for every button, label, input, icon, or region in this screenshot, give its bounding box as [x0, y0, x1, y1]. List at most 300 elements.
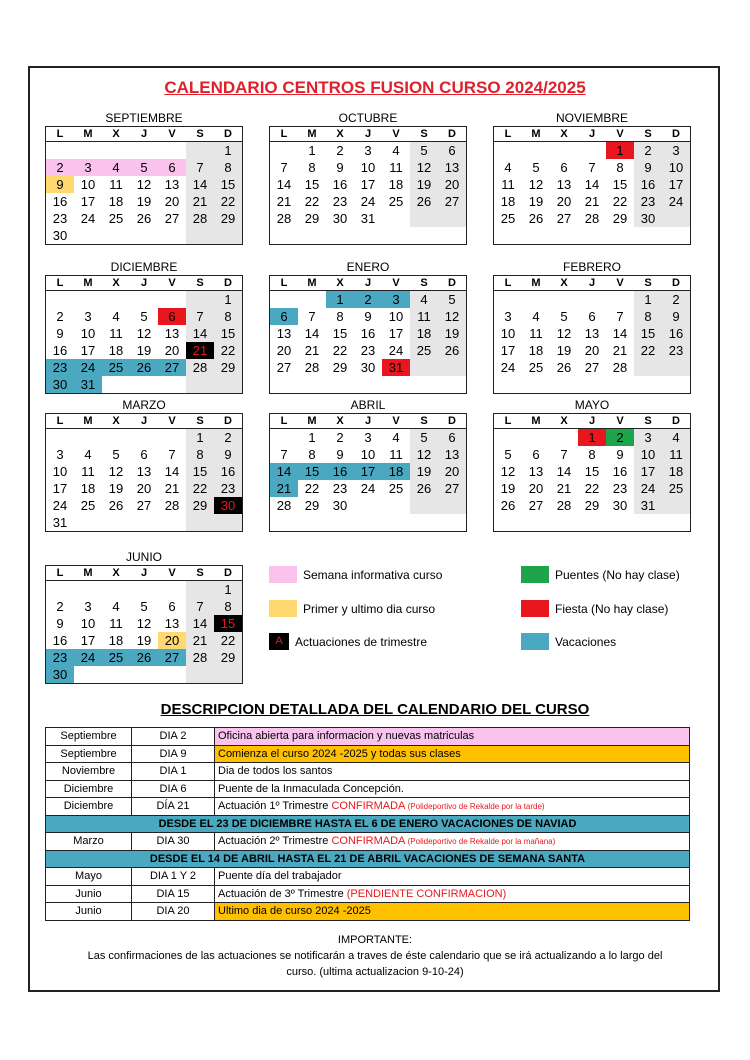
day-cell: 24 — [80, 211, 96, 226]
empty-cell — [130, 514, 158, 531]
day-cell: 27 — [438, 480, 466, 497]
month-octubre — [269, 110, 467, 245]
day-cell: 26 — [438, 342, 466, 359]
day-cell: 10 — [500, 326, 516, 341]
empty-cell — [102, 376, 130, 393]
weekday-header: M — [531, 415, 541, 427]
day-cell: 30 — [332, 498, 348, 513]
empty-cell — [494, 514, 522, 531]
empty-cell — [522, 142, 550, 159]
day-cell: 31 — [382, 359, 410, 376]
day-cell: 24 — [74, 359, 102, 376]
day-cell: 20 — [136, 481, 152, 496]
weekday-header: V — [392, 415, 400, 427]
month-name: JUNIO — [126, 550, 162, 564]
day-cell: 7 — [616, 309, 624, 324]
day-cell: 11 — [501, 177, 515, 192]
weekday-header: D — [448, 128, 456, 140]
day-cell: 8 — [308, 160, 316, 175]
weekday-header: M — [531, 128, 541, 140]
weekday-header: S — [644, 128, 652, 140]
empty-cell — [438, 359, 466, 376]
day-cell: 3 — [364, 430, 372, 445]
day-cell: 11 — [109, 326, 123, 341]
day-cell: 6 — [158, 159, 186, 176]
day-cell: 24 — [360, 481, 376, 496]
vacation-banner: DESDE EL 23 DE DICIEMBRE HASTA EL 6 DE ENERO VACACIONES DE NAVIAD — [46, 815, 690, 833]
empty-cell — [270, 142, 298, 159]
day-cell: 8 — [634, 308, 662, 325]
row-day: DIA 6 — [132, 780, 215, 798]
day-cell: 20 — [158, 632, 186, 649]
day-cell: 17 — [80, 194, 96, 209]
day-cell: 21 — [612, 343, 628, 358]
empty-cell — [494, 429, 522, 446]
empty-cell — [662, 514, 690, 531]
day-cell: 17 — [80, 633, 96, 648]
day-cell: 18 — [80, 481, 96, 496]
day-cell: 16 — [52, 194, 68, 209]
day-cell: 28 — [164, 498, 180, 513]
empty-cell — [102, 429, 130, 446]
weekday-header: J — [140, 277, 148, 289]
day-cell: 19 — [410, 463, 438, 480]
row-month: Septiembre — [46, 728, 132, 746]
day-cell: 19 — [556, 343, 572, 358]
day-cell: 24 — [74, 649, 102, 666]
day-cell: 19 — [500, 481, 516, 496]
day-cell: 22 — [612, 194, 628, 209]
day-cell: 14 — [164, 464, 180, 479]
day-cell: 14 — [186, 176, 214, 193]
day-cell: 14 — [276, 177, 292, 192]
empty-cell — [158, 142, 186, 159]
day-cell: 1 — [308, 143, 316, 158]
day-cell: 27 — [158, 649, 186, 666]
day-cell: 10 — [634, 446, 662, 463]
weekday-header: X — [560, 277, 568, 289]
day-cell: 26 — [410, 480, 438, 497]
day-cell: 11 — [389, 160, 403, 175]
row-description: Comienza el curso 2024 -2025 y todas sus clases — [215, 745, 690, 763]
weekday-header: D — [448, 415, 456, 427]
day-cell: 31 — [634, 497, 662, 514]
row-description: Oficina abierta para informacion y nuevas matriculas — [215, 728, 690, 746]
month-name: DICIEMBRE — [110, 260, 178, 274]
empty-cell — [382, 514, 410, 531]
empty-cell — [578, 514, 606, 531]
weekday-header: L — [56, 567, 64, 579]
empty-cell — [158, 429, 186, 446]
day-cell: 22 — [214, 632, 242, 649]
day-cell: 20 — [276, 343, 292, 358]
day-cell: 9 — [46, 176, 74, 193]
important-line: curso. (ultima actualizacion 9-10-24) — [286, 966, 464, 978]
day-cell: 18 — [500, 194, 516, 209]
month-name: OCTUBRE — [338, 111, 398, 125]
important-note — [0, 932, 750, 980]
day-cell: 21 — [276, 194, 292, 209]
day-cell: 4 — [84, 447, 92, 462]
day-cell: 10 — [360, 447, 376, 462]
day-cell: 3 — [382, 291, 410, 308]
empty-cell — [326, 376, 354, 393]
day-cell: 7 — [280, 160, 288, 175]
empty-cell — [130, 429, 158, 446]
row-day: DIA 2 — [132, 728, 215, 746]
weekday-header: L — [56, 128, 64, 140]
day-cell: 25 — [388, 194, 404, 209]
empty-cell — [354, 376, 382, 393]
day-cell: 18 — [108, 633, 124, 648]
day-cell: 18 — [410, 325, 438, 342]
empty-cell — [550, 514, 578, 531]
empty-cell — [522, 376, 550, 393]
day-cell: 11 — [109, 177, 123, 192]
weekday-header: J — [364, 415, 372, 427]
day-cell: 28 — [556, 498, 572, 513]
day-cell: 26 — [130, 359, 158, 376]
weekday-header: M — [83, 415, 93, 427]
weekday-header: X — [560, 128, 568, 140]
row-month: Diciembre — [46, 780, 132, 798]
table-row — [46, 850, 690, 868]
day-cell: 13 — [136, 464, 152, 479]
day-cell: 17 — [354, 463, 382, 480]
empty-cell — [130, 666, 158, 683]
weekday-header: M — [83, 567, 93, 579]
day-cell: 3 — [74, 159, 102, 176]
empty-cell — [550, 227, 578, 244]
weekday-header: D — [448, 277, 456, 289]
empty-cell — [550, 429, 578, 446]
day-cell: 26 — [556, 360, 572, 375]
empty-cell — [354, 514, 382, 531]
day-cell: 12 — [136, 326, 152, 341]
day-cell: 16 — [52, 343, 68, 358]
empty-cell — [662, 210, 690, 227]
empty-cell — [270, 291, 298, 308]
day-cell: 1 — [326, 291, 354, 308]
empty-cell — [102, 666, 130, 683]
day-cell: 22 — [584, 481, 600, 496]
day-cell: 24 — [360, 194, 376, 209]
day-cell: 6 — [270, 308, 298, 325]
day-cell: 20 — [528, 481, 544, 496]
table-row — [46, 763, 690, 781]
legend-item — [269, 566, 442, 583]
day-cell: 19 — [528, 194, 544, 209]
weekday-header: D — [672, 128, 680, 140]
day-cell: 20 — [438, 176, 466, 193]
day-cell: 4 — [392, 430, 400, 445]
day-cell: 12 — [108, 464, 124, 479]
day-cell: 13 — [164, 177, 180, 192]
month-abril — [269, 397, 467, 532]
day-cell: 27 — [528, 498, 544, 513]
day-cell: 25 — [102, 359, 130, 376]
day-cell: 28 — [186, 359, 214, 376]
day-cell: 17 — [360, 177, 376, 192]
day-cell: 30 — [52, 228, 68, 243]
day-cell: 11 — [81, 464, 95, 479]
day-cell: 31 — [74, 376, 102, 393]
day-cell: 2 — [56, 309, 64, 324]
day-cell: 17 — [500, 343, 516, 358]
weekday-header: V — [168, 415, 176, 427]
row-month: Noviembre — [46, 763, 132, 781]
empty-cell — [270, 227, 298, 244]
empty-cell — [382, 497, 410, 514]
day-cell: 14 — [556, 464, 572, 479]
day-cell: 30 — [214, 497, 242, 514]
day-cell: 5 — [504, 447, 512, 462]
day-cell: 23 — [360, 343, 376, 358]
empty-cell — [438, 210, 466, 227]
empty-cell — [326, 514, 354, 531]
day-cell: 29 — [214, 359, 242, 376]
row-month: Diciembre — [46, 798, 132, 816]
day-cell: 16 — [332, 177, 348, 192]
day-cell: 15 — [584, 464, 600, 479]
day-cell: 11 — [389, 447, 403, 462]
day-cell: 20 — [438, 463, 466, 480]
month-name: ABRIL — [350, 398, 386, 412]
day-cell: 23 — [662, 342, 690, 359]
row-day: DIA 15 — [132, 885, 215, 903]
empty-cell — [158, 514, 186, 531]
day-cell: 21 — [186, 193, 214, 210]
empty-cell — [382, 227, 410, 244]
month-diciembre — [45, 259, 243, 394]
page-title: CALENDARIO CENTROS FUSION CURSO 2024/2025 — [164, 78, 586, 97]
day-cell: 29 — [214, 210, 242, 227]
legend-item — [521, 566, 680, 583]
weekday-header: M — [83, 277, 93, 289]
weekday-header: L — [280, 128, 288, 140]
legend-swatch — [269, 600, 297, 617]
day-cell: 15 — [298, 463, 326, 480]
day-cell: 10 — [360, 160, 376, 175]
day-cell: 19 — [108, 481, 124, 496]
row-month: Septiembre — [46, 745, 132, 763]
day-cell: 15 — [304, 177, 320, 192]
day-cell: 21 — [270, 480, 298, 497]
empty-cell — [298, 227, 326, 244]
day-cell: 14 — [612, 326, 628, 341]
day-cell: 25 — [80, 498, 96, 513]
day-cell: 4 — [532, 309, 540, 324]
day-cell: 15 — [612, 177, 628, 192]
table-row — [46, 885, 690, 903]
day-cell: 28 — [612, 360, 628, 375]
month-junio — [45, 549, 243, 684]
day-cell: 29 — [186, 497, 214, 514]
table-row — [46, 798, 690, 816]
day-cell: 5 — [410, 142, 438, 159]
day-cell: 1 — [308, 430, 316, 445]
day-cell: 14 — [270, 463, 298, 480]
row-month: Marzo — [46, 833, 132, 851]
weekday-header: V — [168, 128, 176, 140]
day-cell: 4 — [662, 429, 690, 446]
empty-cell — [74, 666, 102, 683]
legend-swatch — [521, 633, 549, 650]
weekday-header: D — [224, 277, 232, 289]
weekday-header: L — [56, 277, 64, 289]
table-row — [46, 833, 690, 851]
day-cell: 22 — [186, 480, 214, 497]
weekday-header: V — [392, 128, 400, 140]
weekday-header: D — [224, 567, 232, 579]
day-cell: 22 — [304, 194, 320, 209]
day-cell: 23 — [46, 359, 74, 376]
day-cell: 19 — [136, 633, 152, 648]
weekday-header: S — [420, 277, 428, 289]
day-cell: 6 — [168, 599, 176, 614]
day-cell: 23 — [52, 211, 68, 226]
day-cell: 13 — [556, 177, 572, 192]
day-cell: 31 — [360, 211, 376, 226]
table-row — [46, 745, 690, 763]
weekday-header: S — [196, 415, 204, 427]
day-cell: 18 — [528, 343, 544, 358]
empty-cell — [102, 227, 130, 244]
day-cell: 24 — [662, 193, 690, 210]
empty-cell — [522, 429, 550, 446]
day-cell: 11 — [529, 326, 543, 341]
empty-cell — [158, 666, 186, 683]
empty-cell — [298, 376, 326, 393]
day-cell: 6 — [438, 429, 466, 446]
day-cell: 5 — [112, 447, 120, 462]
day-cell: 15 — [214, 615, 242, 632]
day-cell: 12 — [438, 308, 466, 325]
empty-cell — [186, 666, 214, 683]
empty-cell — [74, 429, 102, 446]
weekday-header: X — [112, 128, 120, 140]
day-cell: 12 — [410, 446, 438, 463]
day-cell: 19 — [410, 176, 438, 193]
day-cell: 2 — [634, 142, 662, 159]
empty-cell — [270, 429, 298, 446]
day-cell: 29 — [304, 211, 320, 226]
day-cell: 29 — [584, 498, 600, 513]
day-cell: 21 — [556, 481, 572, 496]
empty-cell — [46, 429, 74, 446]
row-day: DIA 1 — [132, 763, 215, 781]
day-cell: 18 — [382, 463, 410, 480]
weekday-header: S — [644, 277, 652, 289]
legend-label: Primer y ultimo dia curso — [303, 601, 436, 616]
day-cell: 27 — [556, 211, 572, 226]
day-cell: 4 — [112, 599, 120, 614]
day-cell: 9 — [616, 447, 624, 462]
legend-label: Semana informativa curso — [303, 567, 443, 582]
weekday-header: M — [307, 415, 317, 427]
weekday-header: J — [588, 277, 596, 289]
day-cell: 25 — [388, 481, 404, 496]
empty-cell — [662, 497, 690, 514]
day-cell: 7 — [168, 447, 176, 462]
day-cell: 30 — [634, 210, 662, 227]
weekday-header: X — [336, 128, 344, 140]
row-day: DIA 20 — [132, 903, 215, 921]
empty-cell — [130, 142, 158, 159]
empty-cell — [410, 359, 438, 376]
day-cell: 8 — [186, 446, 214, 463]
empty-cell — [550, 376, 578, 393]
empty-cell — [578, 376, 606, 393]
description-title: DESCRIPCION DETALLADA DEL CALENDARIO DEL CURSO — [160, 701, 590, 718]
day-cell: 3 — [56, 447, 64, 462]
important-title: IMPORTANTE: — [337, 934, 413, 946]
empty-cell — [662, 376, 690, 393]
weekday-header: D — [672, 415, 680, 427]
day-cell: 25 — [102, 649, 130, 666]
day-cell: 29 — [332, 360, 348, 375]
empty-cell — [74, 227, 102, 244]
empty-cell — [606, 291, 634, 308]
day-cell: 9 — [56, 326, 64, 341]
day-cell: 18 — [108, 343, 124, 358]
day-cell: 16 — [52, 633, 68, 648]
weekday-header: X — [336, 415, 344, 427]
day-cell: 19 — [438, 325, 466, 342]
empty-cell — [634, 514, 662, 531]
day-cell: 26 — [410, 193, 438, 210]
weekday-header: S — [196, 567, 204, 579]
weekday-header: V — [616, 277, 624, 289]
day-cell: 22 — [304, 481, 320, 496]
empty-cell — [74, 291, 102, 308]
day-cell: 12 — [556, 326, 572, 341]
day-cell: 2 — [46, 159, 74, 176]
empty-cell — [606, 227, 634, 244]
weekday-header: S — [420, 128, 428, 140]
day-cell: 15 — [214, 176, 242, 193]
day-cell: 6 — [140, 447, 148, 462]
day-cell: 21 — [186, 632, 214, 649]
weekday-header: L — [504, 128, 512, 140]
day-cell: 21 — [186, 342, 214, 359]
day-cell: 14 — [584, 177, 600, 192]
empty-cell — [634, 359, 662, 376]
day-cell: 12 — [136, 177, 152, 192]
day-cell: 20 — [164, 343, 180, 358]
day-cell: 15 — [186, 463, 214, 480]
weekday-header: X — [112, 277, 120, 289]
day-cell: 30 — [46, 666, 74, 683]
weekday-header: M — [307, 277, 317, 289]
empty-cell — [578, 142, 606, 159]
row-day: DIA 9 — [132, 745, 215, 763]
weekday-header: S — [196, 277, 204, 289]
day-cell: 5 — [140, 309, 148, 324]
day-cell: 17 — [80, 343, 96, 358]
day-cell: 8 — [214, 159, 242, 176]
empty-cell — [410, 376, 438, 393]
row-month: Junio — [46, 885, 132, 903]
day-cell: 12 — [136, 616, 152, 631]
day-cell: 18 — [662, 463, 690, 480]
day-cell: 3 — [634, 429, 662, 446]
month-enero — [269, 259, 467, 394]
day-cell: 2 — [336, 430, 344, 445]
day-cell: 20 — [584, 343, 600, 358]
day-cell: 7 — [560, 447, 568, 462]
day-cell: 6 — [158, 308, 186, 325]
